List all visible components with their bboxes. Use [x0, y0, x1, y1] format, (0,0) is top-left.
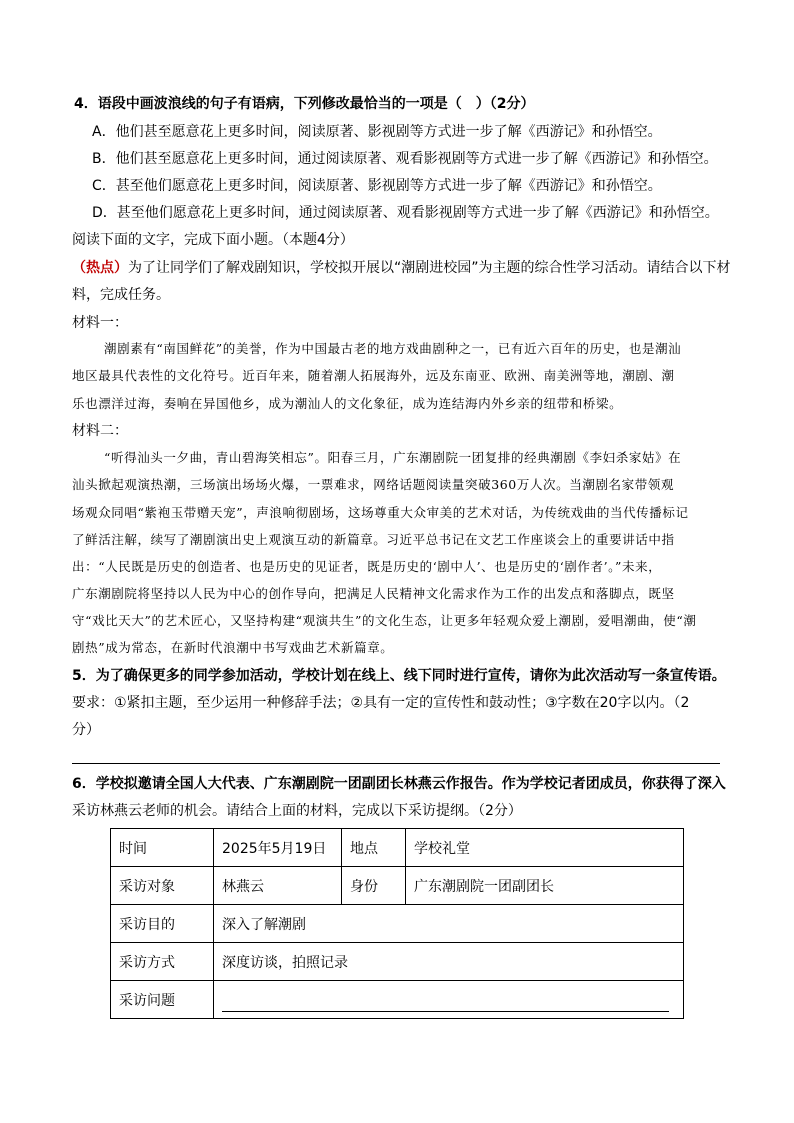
- material2-line: 了鲜活注解，续写了潮剧演出史上观演互动的新篇章。习近平总书记在文艺工作座谈会上的重要讲话中指: [72, 532, 675, 547]
- table-row: [111, 829, 684, 867]
- person-value: 林燕云: [214, 867, 342, 905]
- material2-line: 场观众同唱“紫袍玉带赠天宠”，声浪响彻剧场，这场尊重大众审美的艺术对话，为传统戏曲的当代传播标记: [72, 505, 689, 520]
- material2-line: 守“戏比天大”的艺术匠心，又坚持构建“观演共生”的文化生态，让更多年轻观众爱上潮剧，爱唱潮曲，使“潮: [72, 613, 697, 628]
- method-value: 深度访谈，拍照记录: [214, 943, 684, 981]
- table-row: [111, 943, 684, 981]
- identity-label: 身份: [342, 867, 406, 905]
- reading-intro-cont: 料，完成任务。: [72, 287, 170, 303]
- time-label: 时间: [111, 829, 214, 867]
- hot-tag: （热点）: [72, 260, 128, 276]
- interview-outline-table: [110, 828, 684, 1019]
- question-answer-cell[interactable]: [214, 981, 684, 1019]
- reading-intro: [72, 258, 731, 278]
- purpose-label: 采访目的: [111, 905, 214, 943]
- method-label: 采访方式: [111, 943, 214, 981]
- q6-stem-cont: 采访林燕云老师的机会。请结合上面的材料，完成以下采访提纲。（2分）: [72, 803, 522, 819]
- material2-title: 材料二：: [72, 423, 128, 439]
- material2-line: 剧热”成为常态，在新时代浪潮中书写戏曲艺术新篇章。: [72, 640, 394, 655]
- place-label: 地点: [342, 829, 406, 867]
- material1-title: 材料一：: [72, 315, 128, 331]
- material2-line: 汕头掀起观演热潮，三场演出场场火爆，一票难求，网络话题阅读量突破360万人次。当潮剧名家带领观: [72, 477, 675, 492]
- q5-stem: 5．为了确保更多的同学参加活动，学校计划在线上、线下同时进行宣传，请你为此次活动写一条宣传语。: [72, 668, 726, 684]
- q5-requirements: 要求：①紧扣主题，至少运用一种修辞手法；②具有一定的宣传性和鼓动性；③字数在20字以内。（2: [72, 695, 690, 711]
- q6-stem: 6．学校拟邀请全国人大代表、广东潮剧院一团副团长林燕云作报告。作为学校记者团成员，你获得了深入: [72, 776, 726, 792]
- material1-line: 潮剧素有“南国鲜花”的美誉，作为中国最古老的地方戏曲剧种之一，已有近六百年的历史，也是潮汕: [104, 341, 682, 356]
- q4-option-b: B．他们甚至愿意花上更多时间，通过阅读原著、观看影视剧等方式进一步了解《西游记》和孙悟空。: [92, 151, 718, 167]
- q5-answer-line[interactable]: [72, 763, 720, 764]
- q4-option-d: D．甚至他们愿意花上更多时间，通过阅读原著、观看影视剧等方式进一步了解《西游记》和孙悟空。: [92, 205, 719, 221]
- place-value: 学校礼堂: [406, 829, 684, 867]
- material2-line: 广东潮剧院将坚持以人民为中心的创作导向，把满足人民精神文化需求作为工作的出发点和落脚点，既坚: [72, 586, 675, 601]
- reading-intro-text: 为了让同学们了解戏剧知识，学校拟开展以“潮剧进校园”为主题的综合性学习活动。请结合以下材: [128, 260, 731, 276]
- person-label: 采访对象: [111, 867, 214, 905]
- time-value: 2025年5月19日: [214, 829, 342, 867]
- q4-stem: 4．语段中画波浪线的句子有语病，下列修改最恰当的一项是（ ）（2分）: [74, 96, 535, 112]
- material1-line: 地区最具代表性的文化符号。近百年来，随着潮人拓展海外，远及东南亚、欧洲、南美洲等地，潮剧、潮: [72, 368, 675, 383]
- table-row: [111, 867, 684, 905]
- q5-requirements-cont: 分）: [72, 722, 100, 738]
- table-row: [111, 905, 684, 943]
- material1-line: 乐也漂洋过海，奏响在异国他乡，成为潮汕人的文化象征，成为连结海内外乡亲的纽带和桥梁。: [72, 396, 623, 411]
- purpose-value: 深入了解潮剧: [214, 905, 684, 943]
- identity-value: 广东潮剧院一团副团长: [406, 867, 684, 905]
- question-answer-line[interactable]: [222, 993, 669, 1012]
- material2-line: 出：“人民既是历史的创造者、也是历史的见证者，既是历史的‘剧中人’、也是历史的‘剧作者’。”未来，: [72, 559, 662, 574]
- question-label: 采访问题: [111, 981, 214, 1019]
- material2-line: “听得汕头一夕曲，青山碧海笑相忘”。阳春三月，广东潮剧院一团复排的经典潮剧《李妇杀家姑》在: [104, 450, 682, 465]
- table-row: [111, 981, 684, 1019]
- q4-option-c: C．甚至他们愿意花上更多时间，阅读原著、影视剧等方式进一步了解《西游记》和孙悟空。: [92, 178, 662, 194]
- q4-option-a: A．他们甚至愿意花上更多时间，阅读原著、影视剧等方式进一步了解《西游记》和孙悟空。: [92, 124, 662, 140]
- reading-instruction: 阅读下面的文字，完成下面小题。（本题4分）: [72, 232, 354, 248]
